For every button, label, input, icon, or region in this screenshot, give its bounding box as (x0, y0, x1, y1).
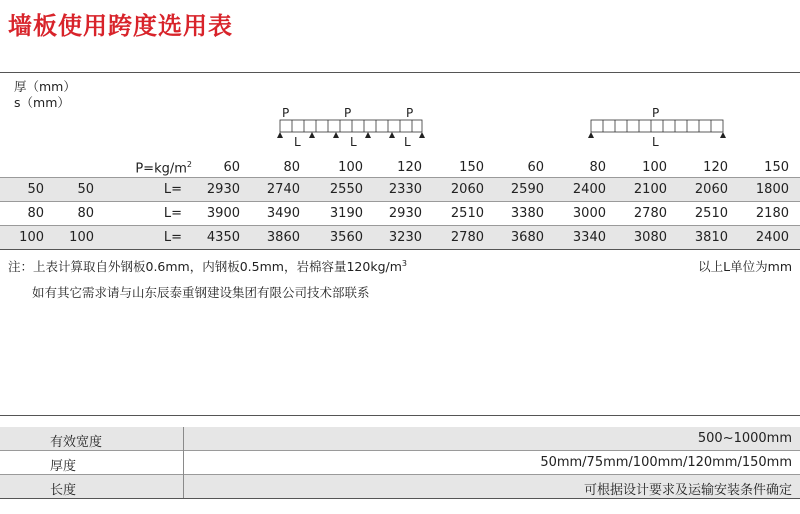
value-cell: 2330 (388, 182, 422, 197)
value-cell: 2060 (694, 182, 728, 197)
span-label-2: L (350, 135, 357, 149)
col-header: 60 (223, 160, 240, 175)
col-header: 100 (642, 160, 667, 175)
spec-value-width: 500~1000mm (697, 431, 792, 446)
value-cell: 3000 (572, 206, 606, 221)
thickness-cell: 100 (19, 230, 44, 245)
spec-label-length: 长度 (50, 483, 77, 498)
page-title: 墙板使用跨度选用表 (8, 12, 233, 40)
spec-label-width: 有效宽度 (50, 435, 103, 450)
value-cell: 4350 (206, 230, 240, 245)
span-label-center: L (652, 135, 659, 149)
col-header: 80 (283, 160, 300, 175)
col-header: 60 (527, 160, 544, 175)
value-cell: 2740 (266, 182, 300, 197)
value-cell: 2180 (755, 206, 789, 221)
spec-bottom-rule (0, 498, 800, 499)
spec-value-length: 可根据设计要求及运输安装条件确定 (583, 483, 792, 498)
value-cell: 3860 (266, 230, 300, 245)
thickness-cell: 80 (27, 206, 44, 221)
spec-divider (183, 427, 184, 498)
beam-diagram-single-load (584, 106, 729, 150)
contact-note: 如有其它需求请与山东辰泰重钢建设集团有限公司技术部联系 (32, 285, 370, 300)
value-cell: 2100 (633, 182, 667, 197)
col-header: 120 (703, 160, 728, 175)
spec-row (0, 427, 800, 450)
value-cell: 3900 (206, 206, 240, 221)
l-cell: L= (163, 182, 182, 197)
value-cell: 2400 (572, 182, 606, 197)
value-cell: 2780 (633, 206, 667, 221)
load-label-3: P (406, 106, 414, 120)
value-cell: 3810 (694, 230, 728, 245)
span-cell: 100 (69, 230, 94, 245)
thickness-header: 厚（mm） (14, 79, 76, 94)
value-cell: 3230 (388, 230, 422, 245)
span-cell: 80 (77, 206, 94, 221)
value-cell: 1800 (755, 182, 789, 197)
value-cell: 3380 (510, 206, 544, 221)
value-cell: 2550 (329, 182, 363, 197)
l-cell: L= (163, 230, 182, 245)
col-header: 150 (764, 160, 789, 175)
span-label-3: L (404, 135, 411, 149)
spec-label-thickness: 厚度 (50, 459, 77, 474)
table-bottom-rule (0, 249, 800, 250)
span-label-1: L (294, 135, 301, 149)
col-header: 150 (459, 160, 484, 175)
col-header: 100 (338, 160, 363, 175)
value-cell: 2510 (694, 206, 728, 221)
spec-value-thickness: 50mm/75mm/100mm/120mm/150mm (540, 455, 792, 470)
value-cell: 3340 (572, 230, 606, 245)
value-cell: 3080 (633, 230, 667, 245)
value-cell: 2930 (206, 182, 240, 197)
beam-diagram-three-loads (272, 106, 432, 150)
col-header: 80 (589, 160, 606, 175)
value-cell: 2930 (388, 206, 422, 221)
span-cell: 50 (77, 182, 94, 197)
value-cell: 3560 (329, 230, 363, 245)
value-cell: 3680 (510, 230, 544, 245)
spec-top-rule (0, 415, 800, 416)
unit-note: 以上L单位为mm (698, 259, 792, 274)
span-header: s（mm） (14, 95, 70, 110)
pressure-header: $P=kg/m^2$ (135, 160, 192, 177)
value-cell: 2400 (755, 230, 789, 245)
table-top-rule (0, 72, 800, 73)
load-label-2: P (344, 106, 352, 120)
l-cell: L= (163, 206, 182, 221)
load-label-center: P (652, 106, 660, 120)
col-header: 120 (397, 160, 422, 175)
thickness-cell: 50 (27, 182, 44, 197)
value-cell: 2060 (450, 182, 484, 197)
value-cell: 3490 (266, 206, 300, 221)
value-cell: 2510 (450, 206, 484, 221)
value-cell: 2590 (510, 182, 544, 197)
calculation-note: 注：上表计算取自外钢板0.6mm，内钢板0.5mm，岩棉容量$120kg/m^3$ (8, 258, 407, 274)
value-cell: 2780 (450, 230, 484, 245)
load-label-1: P (282, 106, 290, 120)
value-cell: 3190 (329, 206, 363, 221)
